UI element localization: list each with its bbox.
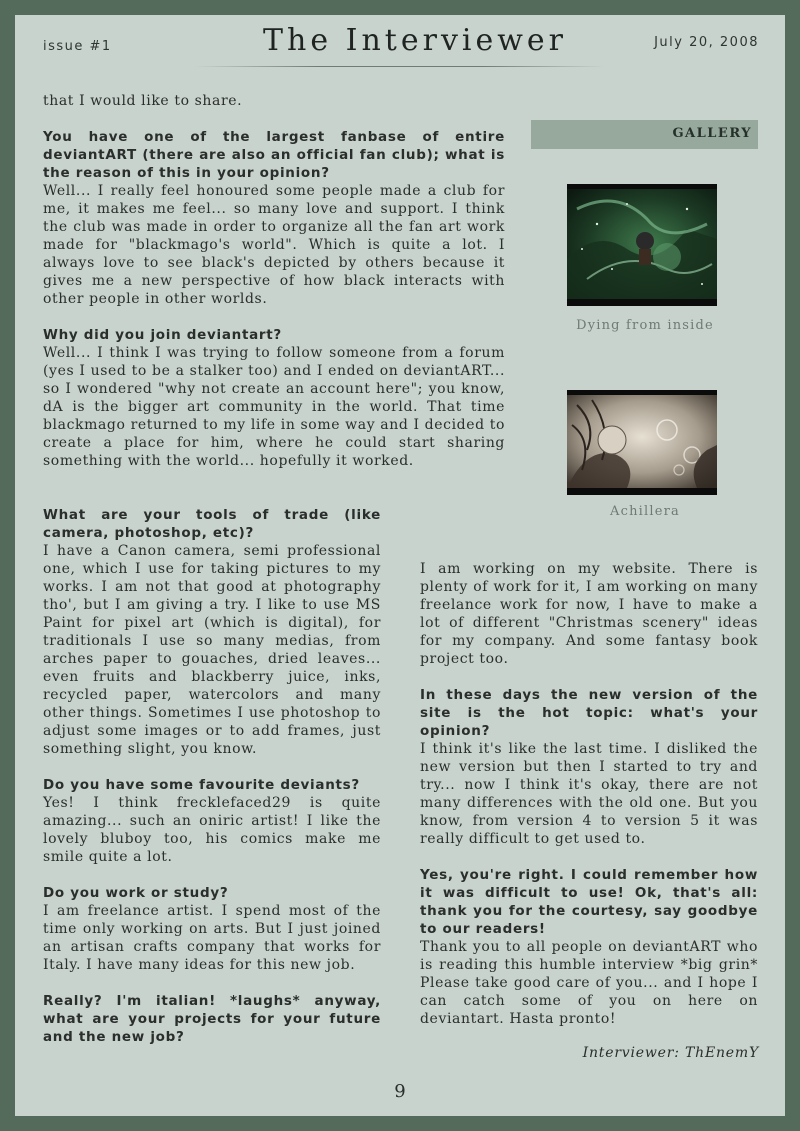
interview-answer: Yes! I think frecklefaced29 is quite amazing... such an oniric artist! I like the lovely bluboy too, his comics make me smile quite a lot. <box>43 795 381 865</box>
interview-question: Do you work or study? <box>43 885 229 901</box>
interviewer-signature: Interviewer: ThEnemY <box>582 1045 759 1061</box>
interview-question: Really? I'm italian! *laughs* anyway, what are your projects for your future and the new job? <box>43 993 381 1045</box>
gallery-caption: Dying from inside <box>576 318 714 333</box>
magazine-title: The Interviewer <box>263 23 568 58</box>
interview-column-left-top <box>43 92 505 470</box>
gallery-thumbnail-achillera[interactable] <box>567 390 717 495</box>
artwork-image <box>567 189 717 299</box>
paragraph-spacer <box>43 974 381 992</box>
paragraph-spacer <box>43 866 381 884</box>
paragraph-spacer <box>43 308 505 326</box>
interview-column-left-bottom <box>43 506 381 1046</box>
interview-column-right <box>420 560 758 1028</box>
artwork-image <box>567 395 717 488</box>
page-number: 9 <box>394 1081 406 1102</box>
gallery-caption: Achillera <box>610 504 680 519</box>
gallery-thumbnail-dying-from-inside[interactable] <box>567 184 717 306</box>
interview-answer: Thank you to all people on deviantART who is reading this humble interview *big grin* Please take good care of you... and I hope I can catch some of you on here on deviantart. Hasta pronto! <box>420 939 758 1027</box>
issue-label: issue #1 <box>43 39 112 54</box>
interview-question: You have one of the largest fanbase of entire deviantART (there are also an official fan club); what is the reason of this in your opinion? <box>43 129 505 181</box>
interview-question: What are your tools of trade (like camera, photoshop, etc)? <box>43 507 381 541</box>
interview-answer: Well... I think I was trying to follow someone from a forum (yes I used to be a stalker too) and I ended on deviantART... so I wondered "why not create an account here"; you know, dA is the bigger art community in the world. That time blackmago returned to my life in some way and I decided to create a place for him, where he could start sharing something with the world... hopefully it worked. <box>43 345 505 469</box>
gallery-header <box>531 120 758 149</box>
header-divider <box>195 66 605 67</box>
magazine-page <box>15 15 785 1116</box>
interview-answer: I am working on my website. There is plenty of work for it, I am working on many freelance work for now, I have to make a lot of different "Christmas scenery" ideas for my company. And some fantasy book project too. <box>420 561 758 667</box>
interview-question: Do you have some favourite deviants? <box>43 777 360 793</box>
interview-answer: I think it's like the last time. I disliked the new version but then I started to try and try... now I think it's okay, there are not many differences with the old one. But you know, from version 4 to version 5 it was really difficult to get used to. <box>420 741 758 847</box>
issue-date: July 20, 2008 <box>654 35 759 50</box>
interview-answer: Well... I really feel honoured some people made a club for me, it makes me feel... so many love and support. I think the club was made in order to organize all the fan art work made for "blackmago's world". Which is quite a lot. I always love to see black's depicted by others because it gives me a new perspective of how black interacts with other people in other worlds. <box>43 183 505 307</box>
interview-answer: I am freelance artist. I spend most of the time only working on arts. But I just joined an artisan crafts company that works for Italy. I have many ideas for this new job. <box>43 903 381 973</box>
interview-answer: I have a Canon camera, semi professional one, which I use for taking pictures to my works. I am not that good at photography tho', but I am giving a try. I like to use MS Paint for pixel art (which is digital), for traditionals I use so many medias, from arches paper to gouaches, dried leaves... even fruits and blackberry juice, inks, recycled paper, watercolors and many other things. Sometimes I use photoshop to adjust some images or to add frames, just something slight, you know. <box>43 543 381 757</box>
paragraph-spacer <box>43 110 505 128</box>
interview-answer: that I would like to share. <box>43 93 243 109</box>
paragraph-spacer <box>420 668 758 686</box>
interview-question: Why did you join deviantart? <box>43 327 282 343</box>
interview-question: Yes, you're right. I could remember how it was difficult to use! Ok, that's all: thank you for the courtesy, say goodbye to our readers! <box>420 867 758 937</box>
paragraph-spacer <box>420 848 758 866</box>
interview-question: In these days the new version of the site is the hot topic: what's your opinion? <box>420 687 758 739</box>
paragraph-spacer <box>43 758 381 776</box>
gallery-title: GALLERY <box>672 126 752 141</box>
